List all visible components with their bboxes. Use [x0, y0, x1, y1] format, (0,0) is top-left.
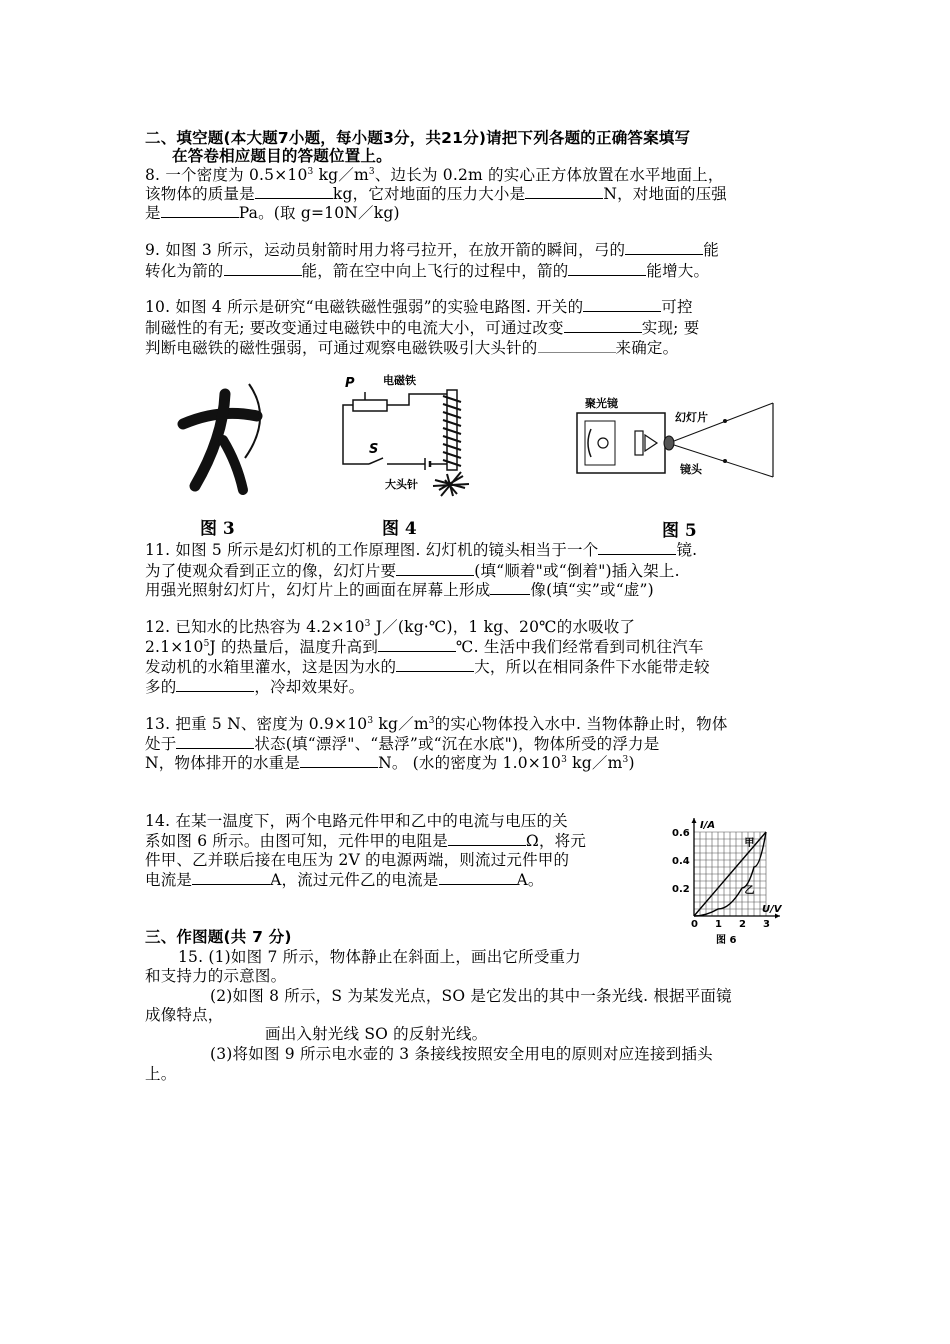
q9-line2: 转化为箭的 能，箭在空中向上飞行的过程中，箭的 能增大。: [145, 262, 710, 280]
x-axis-label: U/V: [762, 904, 782, 915]
answer-blank[interactable]: [161, 203, 239, 218]
q14-line4: 电流是 A，流过元件乙的电流是 A。: [145, 871, 544, 889]
x-tick-label: 3: [763, 919, 770, 930]
figure-5-slide-label: 幻灯片: [675, 411, 708, 424]
q12-line1: 12. 已知水的比热容为 $4.2\times 10^3$ J／(kg·℃)，1 kg、20℃的水吸收了: [145, 618, 636, 636]
answer-blank[interactable]: [625, 240, 703, 255]
answer-blank[interactable]: [378, 637, 456, 652]
y-axis-label: I/A: [700, 820, 716, 831]
figure-6-caption: 图 6: [716, 935, 737, 946]
answer-blank[interactable]: [300, 753, 378, 768]
figure-5-condenser-label: 聚光镜: [585, 397, 618, 410]
series-label-jia: 甲: [744, 838, 755, 849]
q12-line3: 发动机的水箱里灌水，这是因为水的 大，所以在相同条件下水能带走较: [145, 658, 710, 676]
figure-3: [165, 378, 275, 503]
q13-line2: 处于 状态(填“漂浮"、“悬浮”或“沉在水底")，物体所受的浮力是: [145, 735, 660, 753]
figure-4: [335, 372, 485, 507]
answer-blank[interactable]: [564, 318, 642, 333]
q8-line1: 8. 一个密度为 $0.5\times 10^3$ $kg/m^3$、边长为 0.2m 的实心正方体放置在水平地面上，: [145, 166, 724, 184]
y-tick-label: 0.4: [672, 856, 690, 867]
answer-blank[interactable]: [396, 561, 474, 576]
figure-4-caption: 图 4: [382, 519, 417, 539]
x-tick-label: 2: [739, 919, 746, 930]
q12-line2: $2.1\times 10^5J$ 的热量后，温度升高到 ℃. 生活中我们经常看到司机往汽车: [145, 638, 704, 656]
answer-blank[interactable]: [439, 870, 517, 885]
answer-blank[interactable]: [192, 870, 270, 885]
q15-line7: 上。: [145, 1065, 177, 1083]
q11-line2: 为了使观众看到正立的像，幻灯片要 (填“顺着"或“倒着")插入架上.: [145, 562, 680, 580]
answer-blank[interactable]: [525, 184, 603, 199]
q15-line6: (3)将如图 9 所示电水壶的 3 条接线按照安全用电的原则对应连接到插头: [210, 1045, 713, 1063]
q15-line2: 和支持力的示意图。: [145, 967, 287, 985]
x-tick-label: 0: [691, 919, 698, 930]
q15-line3: (2)如图 8 所示，S 为某发光点，SO 是它发出的其中一条光线. 根据平面镜: [210, 987, 732, 1005]
q12-line4: 多的 ，冷却效果好。: [145, 678, 365, 696]
answer-blank[interactable]: [490, 580, 530, 595]
q10-line1: 10. 如图 4 所示是研究“电磁铁磁性强弱”的实验电路图. 开关的 可控: [145, 298, 693, 316]
figure-6-chart: [672, 812, 802, 947]
q10-line3: 判断电磁铁的磁性强弱，可通过观察电磁铁吸引大头针的 来确定。: [145, 339, 679, 357]
q14-line1: 14. 在某一温度下，两个电路元件甲和乙中的电流与电压的关: [145, 812, 568, 830]
answer-blank[interactable]: [448, 831, 526, 846]
q10-line2: 制磁性的有无; 要改变通过电磁铁中的电流大小，可通过改变 实现; 要: [145, 319, 700, 337]
q15-line1: 15. (1)如图 7 所示，物体静止在斜面上，画出它所受重力: [178, 948, 581, 966]
q14-line3: 件甲、乙并联后接在电压为 2V 的电源两端，则流过元件甲的: [145, 851, 570, 869]
q11-line3: 用强光照射幻灯片，幻灯片上的画面在屏幕上形成 像(填“实”或“虚”): [145, 581, 654, 599]
section2-title-line2: 在答卷相应题目的答题位置上。: [172, 147, 392, 165]
q15-line5: 画出入射光线 SO 的反射光线。: [265, 1025, 488, 1043]
figure-6: [672, 812, 802, 947]
answer-blank[interactable]: [396, 657, 474, 672]
q13-line3: N，物体排开的水重是 N。 (水的密度为 $1.0\times 10^3$ $kg/m^3$): [145, 754, 635, 772]
q14-line2: 系如图 6 所示。由图可知，元件甲的电阻是 Ω，将元: [145, 832, 587, 850]
series-label-yi: 乙: [744, 885, 755, 897]
answer-blank[interactable]: [176, 677, 254, 692]
figure-5-caption: 图 5: [662, 521, 697, 541]
q11-line1: 11. 如图 5 所示是幻灯机的工作原理图. 幻灯机的镜头相当于一个 镜.: [145, 541, 698, 559]
figure-4-magnet-label: 电磁铁: [383, 374, 416, 387]
answer-blank[interactable]: [598, 540, 676, 555]
answer-blank[interactable]: [583, 297, 661, 312]
figure-4-p-label: P: [345, 376, 355, 391]
answer-blank[interactable]: [568, 261, 646, 276]
y-tick-label: 0.2: [672, 884, 690, 895]
figure-3-caption: 图 3: [200, 519, 235, 539]
y-axis-arrow: [692, 818, 697, 823]
x-tick-label: 1: [715, 919, 722, 930]
q9-line1: 9. 如图 3 所示，运动员射箭时用力将弓拉开，在放开箭的瞬间，弓的 能: [145, 241, 719, 259]
y-tick-label: 0.6: [672, 828, 690, 839]
q13-line1: 13. 把重 5 N、密度为 $0.9\times 10^3$ $kg/m^3$的实心物体投入水中. 当物体静止时，物体: [145, 715, 728, 733]
figure-5: [575, 395, 805, 480]
q8-line3: 是 Pa。(取 g=10N／kg): [145, 204, 400, 222]
answer-blank[interactable]: [255, 184, 333, 199]
q8-line2: 该物体的质量是 kg，它对地面的压力大小是 N，对地面的压强: [145, 185, 727, 203]
q15-line4: 成像特点，: [145, 1006, 224, 1024]
section2-title-line1: 二、填空题(本大题7小题，每小题3分，共21分)请把下列各题的正确答案填写: [145, 129, 691, 147]
answer-blank[interactable]: [176, 734, 254, 749]
answer-blank[interactable]: [538, 338, 616, 353]
figure-5-lens-label: 镜头: [680, 463, 702, 476]
answer-blank[interactable]: [224, 261, 302, 276]
figure-4-s-label: S: [369, 442, 379, 457]
section3-title: 三、作图题(共 7 分): [145, 928, 292, 946]
figure-3-drawing: [165, 378, 275, 503]
figure-4-pins-label: 大头针: [385, 478, 418, 491]
